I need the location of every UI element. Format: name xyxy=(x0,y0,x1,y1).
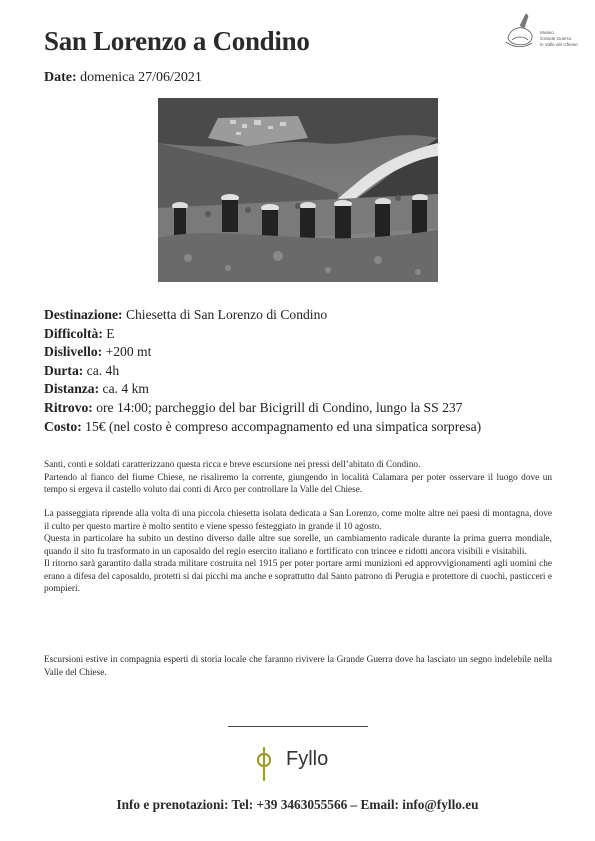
detail-costo: Costo: 15€ (nel costo è compreso accompagnamento ed una simpatica sorpresa) xyxy=(44,418,482,434)
contact-info: Info e prenotazioni: Tel: +39 3463055566 – Email: info@fyllo.eu xyxy=(116,797,479,812)
detail-dislivello: Dislivello: +200 mt xyxy=(44,344,152,360)
detail-difficolta: Difficoltà: E xyxy=(44,325,115,341)
detail-destinazione: Destinazione: Chiesetta di San Lorenzo di Condino xyxy=(44,307,328,322)
description-paragraph-2: La passeggiata riprende alla volta di una piccola chiesetta isolata dedicata a San Lorenzo, come molte altre nei paesi di montagna, dove il culto per questo martire è molto sentito e viene spesso festeggiato in grande il 10 agosto. Questa in particolare ha subito un destino diverso dalle altre sue sorelle, un cambiamento radicale durante la prima guerra mondiale, quando il sito fu trasformato in un caposaldo del regio esercito italiano e fortificato con trincee e ridotti ancora visibili e visitabili. Il ritorno sarà garantito dalla strada militare costruita nel 1915 per poter portare armi munizioni ed approvvigionamenti agli uomini che erano a difesa del caposaldo, protetti si dai picchi ma anche e soprattutto dal Santo patrono di Perugia e protettore di cuochi, pasticceri e pompieri. xyxy=(44,509,552,594)
excursion-details xyxy=(44,306,481,436)
fyllo-brand: Fyllo xyxy=(286,748,329,770)
page-title: San Lorenzo a Condino xyxy=(44,26,310,56)
detail-ritrovo: Ritrovo: ore 14:00; parcheggio del bar Bicigrill di Condino, lungo la SS 237 xyxy=(44,399,463,415)
museum-logo-text: Museo Grande Guerra in Valle del Chiese xyxy=(540,30,578,47)
event-date xyxy=(44,70,202,86)
detail-distanza: Distanza: ca. 4 km xyxy=(44,381,149,397)
date-label: Date: xyxy=(44,70,77,85)
description-paragraph-1: Santi, conti e soldati caratterizzano questa ricca e breve escursione nei pressi dell’abitato di Condino. Partendo al fianco del fiume Chiese, ne risaliremo la corrente, giungendo in località Calamara per poter osservare il luogo dove un tempo si ergeva il castello voluto dai conti di Arco per controllare la Valle del Chiese. xyxy=(44,460,552,495)
historical-photo xyxy=(158,98,438,282)
date-value: domenica 27/06/2021 xyxy=(80,70,202,85)
description-paragraph-3: Escursioni estive in compagnia esperti di storia locale che faranno rivivere la Grande Guerra dove ha lasciato un segno indelebile nella Valle del Chiese. xyxy=(44,655,552,678)
detail-durata: Durta: ca. 4h xyxy=(44,362,120,378)
divider xyxy=(228,726,368,727)
